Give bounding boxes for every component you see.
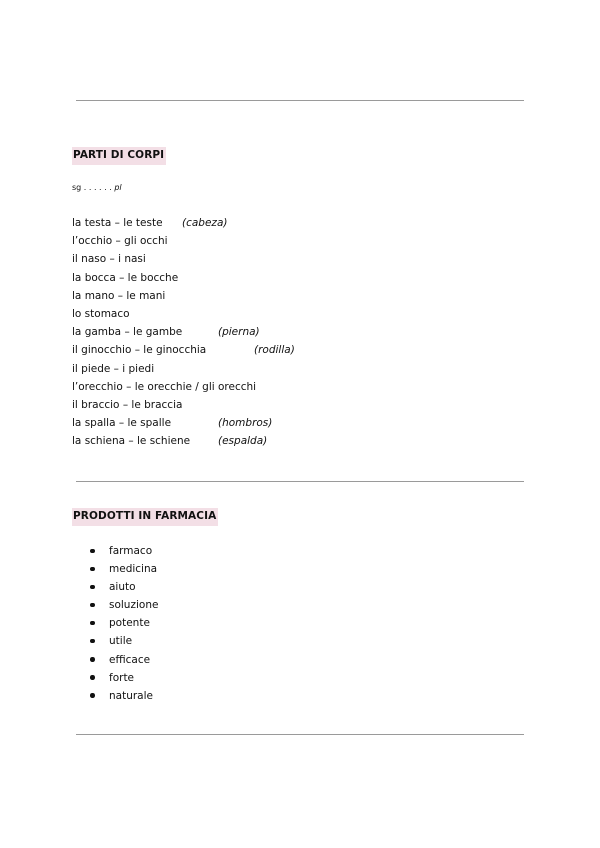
list-item: [72, 398, 256, 416]
word-pair: la spalla – le spalle: [72, 417, 172, 430]
plural-label: pl: [114, 183, 122, 192]
translation: (cabeza): [182, 217, 228, 229]
word-pair: la gamba – le gambe: [72, 326, 183, 339]
word-pair: il braccio – le braccia: [72, 398, 183, 411]
singular-plural-note: [72, 182, 122, 193]
bullet-icon: [90, 567, 95, 572]
word-pair: lo stomaco: [72, 307, 130, 320]
list-item: [90, 653, 158, 671]
body-parts-list: [72, 216, 295, 452]
bullet-icon: [90, 585, 95, 590]
translation: (espalda): [218, 435, 268, 448]
list-item-label: potente: [109, 617, 150, 630]
list-item: [72, 307, 256, 325]
section-title-body-parts: PARTI DI CORPI: [72, 147, 166, 165]
word-pair: la schiena – le schiene: [72, 435, 191, 448]
list-item: [72, 289, 256, 307]
list-item: [72, 434, 268, 452]
word-pair: la testa – le teste: [72, 217, 163, 229]
list-item-label: farmaco: [109, 545, 153, 557]
list-item: [90, 544, 158, 562]
translation: (rodilla): [254, 344, 295, 357]
list-item: [90, 598, 158, 616]
list-item-label: forte: [109, 671, 135, 684]
divider-top: [76, 100, 524, 101]
word-pair: il ginocchio – le ginocchia: [72, 344, 207, 357]
list-item-label: medicina: [109, 563, 158, 576]
list-item: [72, 216, 256, 234]
list-item: [90, 634, 158, 652]
section-title-pharmacy: PRODOTTI IN FARMACIA: [72, 508, 218, 526]
bullet-icon: [90, 621, 95, 626]
translation: (hombros): [218, 417, 273, 430]
word-pair: il naso – i nasi: [72, 253, 146, 266]
translation: (pierna): [218, 326, 260, 339]
bullet-icon: [90, 639, 95, 644]
bullet-icon: [90, 657, 95, 662]
list-item: [72, 380, 256, 398]
word-pair: l’orecchio – le orecchie / gli orecchi: [72, 380, 257, 393]
word-pair: la mano – le mani: [72, 289, 166, 302]
singular-label: sg . . . . . .: [72, 183, 112, 192]
list-item: [72, 343, 295, 361]
bullet-icon: [90, 603, 95, 608]
list-item: [90, 671, 158, 689]
list-item: [90, 616, 158, 634]
list-item: [90, 689, 158, 707]
list-item: [72, 252, 256, 270]
word-pair: la bocca – le bocche: [72, 271, 179, 284]
list-item: [72, 234, 256, 252]
bullet-icon: [90, 549, 95, 554]
divider-middle: [76, 481, 524, 482]
bullet-icon: [90, 693, 95, 698]
list-item-label: soluzione: [109, 599, 159, 612]
word-pair: il piede – i piedi: [72, 362, 155, 375]
list-item-label: efficace: [109, 653, 151, 666]
list-item: [90, 580, 158, 598]
list-item: [72, 325, 260, 343]
list-item: [72, 416, 273, 434]
pharmacy-list: [90, 544, 158, 707]
bullet-icon: [90, 675, 95, 680]
list-item-label: naturale: [109, 689, 153, 702]
list-item: [90, 562, 158, 580]
list-item: [72, 362, 256, 380]
list-item-label: aiuto: [109, 581, 136, 594]
list-item-label: utile: [109, 635, 133, 648]
word-pair: l’occhio – gli occhi: [72, 235, 168, 248]
divider-bottom: [76, 734, 524, 735]
list-item: [72, 271, 256, 289]
